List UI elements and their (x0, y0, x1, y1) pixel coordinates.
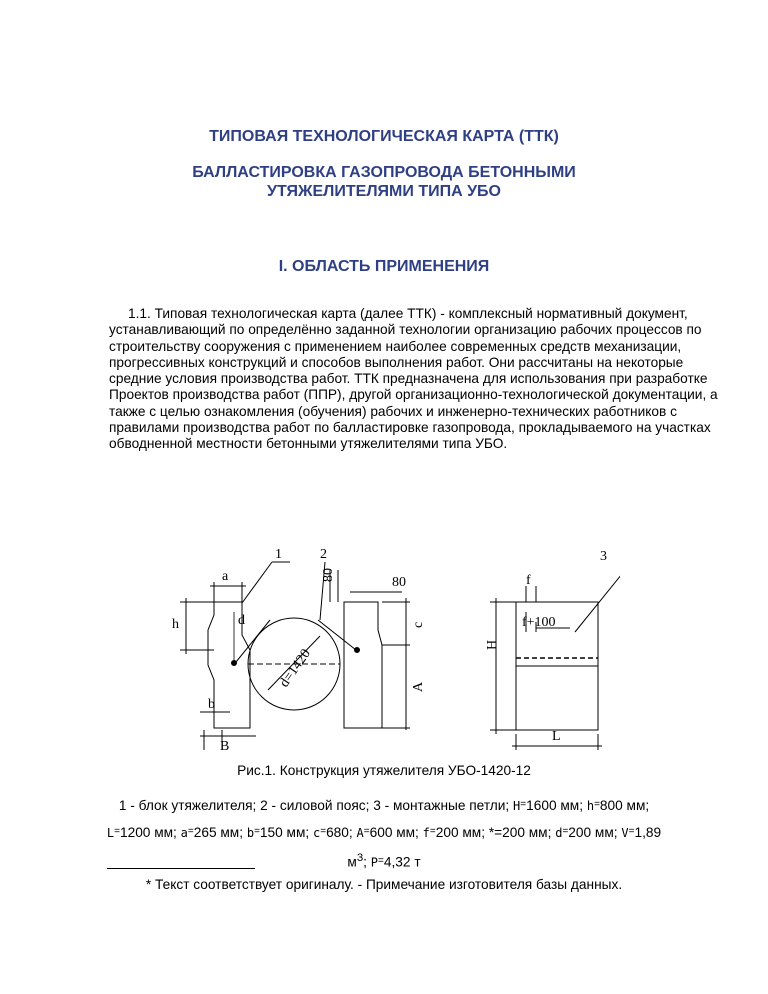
legend-f-value: 200 мм; *=200 мм; (435, 825, 552, 840)
legend-b-value: 150 мм; (259, 825, 310, 840)
legend-h-symbol: h (586, 799, 595, 813)
section-heading: I. ОБЛАСТЬ ПРИМЕНЕНИЯ (278, 258, 490, 275)
label-3: 3 (600, 549, 607, 564)
label-2: 2 (320, 547, 327, 562)
label-B: B (220, 739, 230, 750)
footnote: * Текст соответствует оригиналу. - Примечание изготовителя базы данных. (145, 877, 623, 892)
legend-P-value: 4,32 т (383, 854, 421, 870)
legend-d-symbol: d (555, 826, 563, 840)
legend-equals: = (320, 826, 327, 837)
legend-equals: = (562, 826, 569, 837)
label-f100: f+100 (522, 615, 556, 630)
legend-equals: = (378, 855, 384, 867)
label-h: h (172, 617, 179, 632)
label-f: f (526, 573, 531, 588)
legend-P-symbol: P (370, 855, 379, 870)
legend-c-value: 680; (326, 825, 353, 840)
legend-equals: = (114, 826, 120, 837)
legend-L-symbol: L (106, 826, 115, 840)
legend-c-symbol: c (312, 826, 321, 840)
label-a: a (222, 569, 229, 584)
legend-a-value: 265 мм; (193, 825, 244, 840)
legend-equals: = (594, 799, 600, 810)
label-1: 1 (275, 547, 282, 562)
legend-A-value: 600 мм; (369, 825, 419, 840)
legend-equals: = (363, 826, 370, 837)
legend-H-symbol: H (513, 799, 521, 813)
legend-V-value: 1,89 м (347, 825, 662, 870)
legend-b-symbol: b (246, 826, 255, 840)
label-L: L (552, 729, 561, 744)
footnote-divider (107, 868, 255, 869)
legend-h-value: 800 мм; (599, 798, 650, 813)
document-subtitle: БАЛЛАСТИРОВКА ГАЗОПРОВОДА БЕТОННЫМИ УТЯЖЕЛИТЕЛЯМИ ТИПА УБО (192, 164, 576, 200)
legend-equals: = (429, 826, 436, 837)
legend-f-symbol: f (422, 826, 430, 840)
label-b: b (208, 697, 215, 712)
figure-ubo-weight (150, 540, 620, 750)
legend-equals: = (520, 799, 527, 810)
ubo-construction-drawing (150, 540, 620, 750)
legend-A-symbol: A (356, 826, 364, 840)
legend-V-symbol: V (621, 826, 629, 840)
document-title: ТИПОВАЯ ТЕХНОЛОГИЧЕСКАЯ КАРТА (ТТК) (209, 128, 559, 145)
belt-right (318, 620, 356, 650)
label-80-horizontal: 80 (392, 575, 406, 590)
legend-V-separator: ; (363, 854, 367, 870)
label-A: A (411, 681, 426, 692)
figure-legend (100, 792, 668, 876)
figure-caption: Рис.1. Конструкция утяжелителя УБО-1420-12 (237, 763, 531, 778)
right-block-outline (344, 602, 382, 728)
section-paragraph: 1.1. Типовая технологическая карта (далее ТТК) - комплексный нормативный документ, устанавливающий по определённо заданной технологии организацию рабочих процессов по строительству сооружения с применением наиболее современных средств механизации, прогрессивных конструкций и способов выполнения работ. Они рассчитаны на некоторые средние условия производства работ. ТТК предназначена для использования при разработке Проектов производства работ (ППР), другой организационно-технологической документации, а также с целью ознакомления (обучения) рабочих и инженерно-технических работников с правилами производства работ по балластировке газопровода, прокладываемого на участках обводненной местности бетонными утяжелителями типа УБО. (109, 306, 718, 452)
label-d: d (238, 613, 245, 628)
legend-H-value: 1600 мм; (526, 798, 584, 813)
label-diameter: d=1420 (276, 646, 314, 691)
label-H: H (485, 639, 500, 650)
loop-right (355, 648, 360, 653)
legend-L-value: 1200 мм; (119, 825, 177, 840)
legend-intro: 1 - блок утяжелителя; 2 - силовой пояс; 3 - монтажные петли; (118, 798, 510, 813)
legend-equals: = (187, 826, 194, 837)
legend-equals: = (628, 826, 635, 837)
legend-d-value: 200 мм; (568, 825, 618, 840)
legend-equals: = (254, 826, 260, 837)
legend-V-exponent: 3 (356, 852, 364, 864)
label-80-vertical: 80 (321, 568, 336, 582)
legend-a-symbol: a (180, 826, 188, 840)
label-c: c (411, 621, 426, 628)
